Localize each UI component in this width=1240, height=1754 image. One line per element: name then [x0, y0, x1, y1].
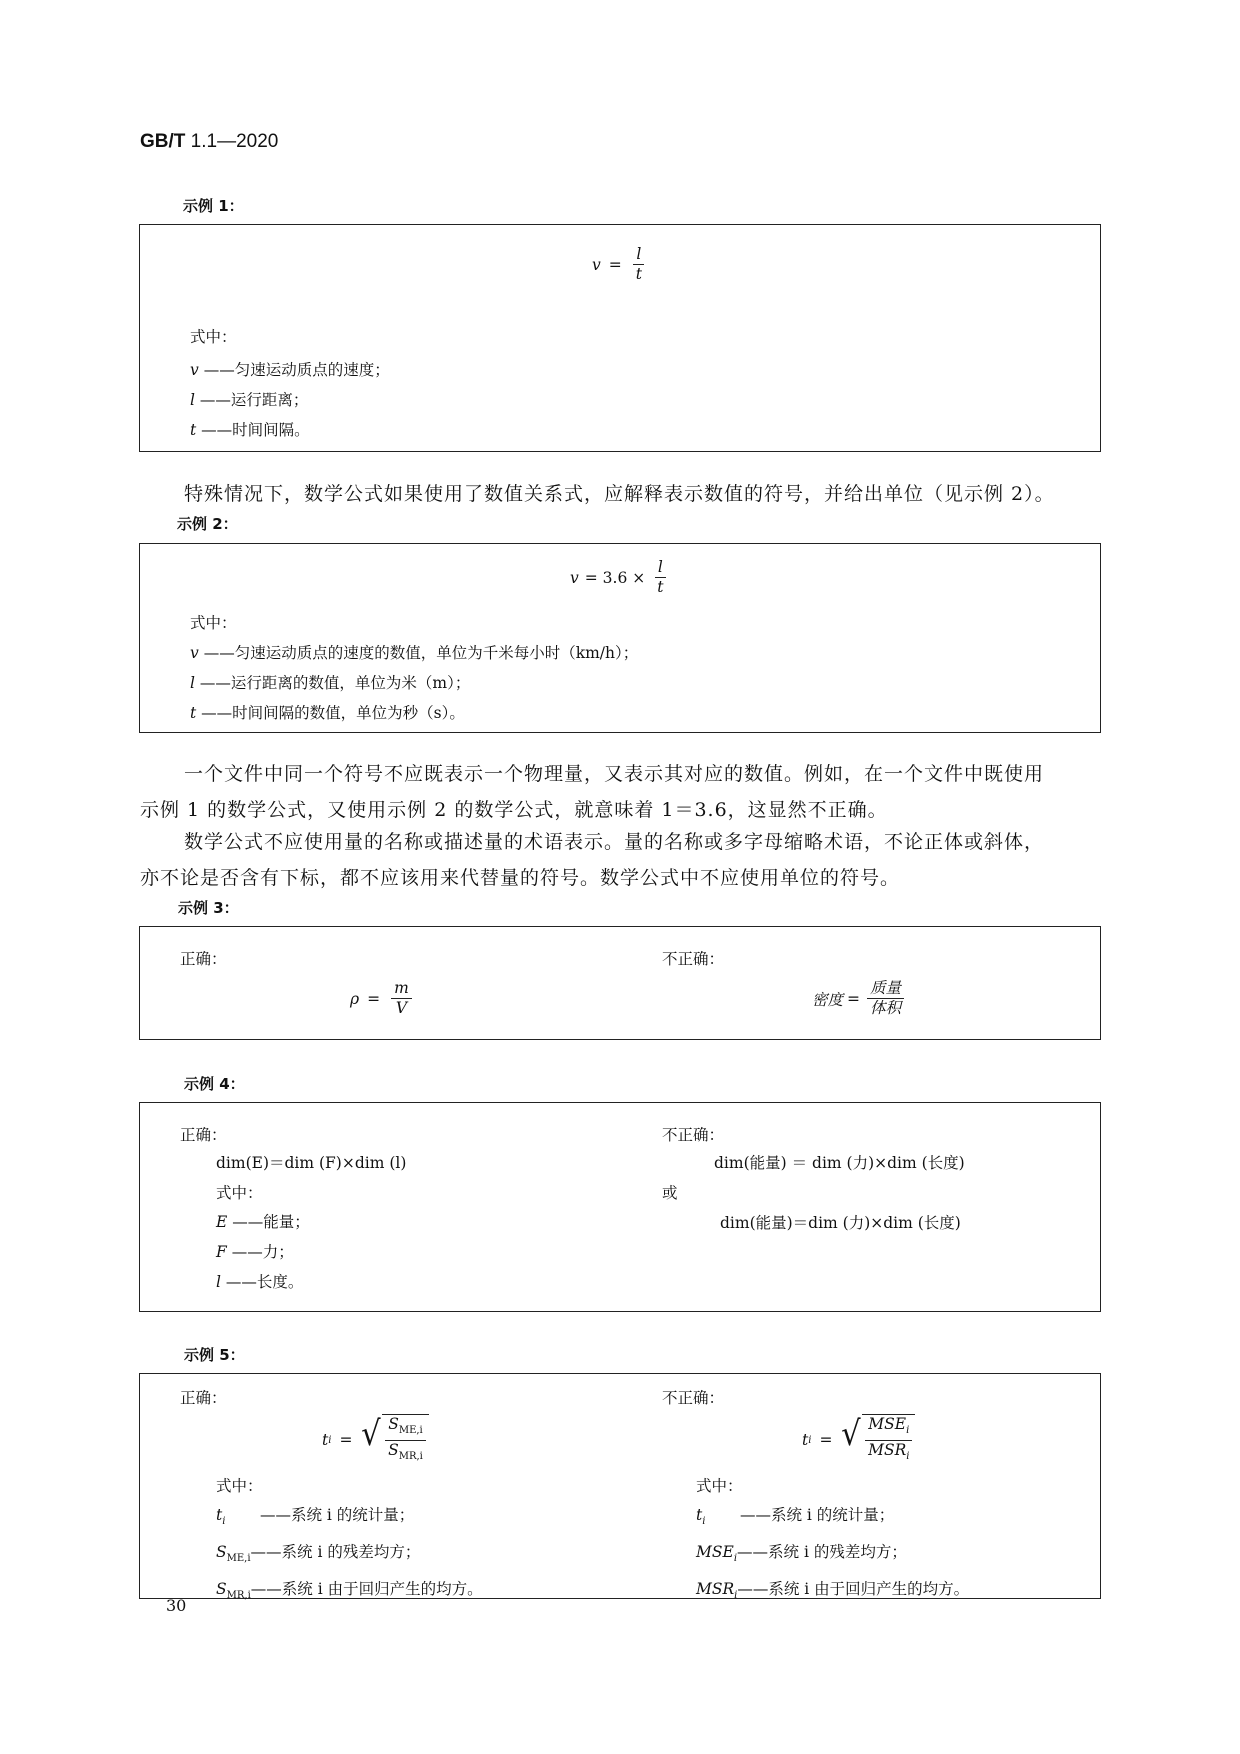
sqrt-symbol: √ $\frac{S_{ME,i}}{S_{MR,i}}$ [360, 1414, 428, 1466]
example-3-label: 示例 3： [178, 899, 239, 917]
fraction-numerator: l [633, 245, 644, 265]
sqrt-symbol: √ $\frac{MSE_i}{MSR_i}$ [840, 1414, 915, 1466]
example-4-box [139, 1102, 1101, 1312]
example-4-where: 式中： [216, 1184, 263, 1202]
document-header [140, 131, 278, 153]
correct-label: 正确： [180, 1126, 227, 1144]
example-5-incorrect-formula: t i = √ $\frac{MSE_i}{MSR_i}$ [802, 1414, 915, 1466]
formula-eq: = 3.6 × [584, 568, 646, 587]
example-2-label: 示例 2： [177, 515, 238, 533]
example-5-where-left: 式中： [216, 1477, 263, 1495]
standard-prefix: GB/T [140, 131, 186, 152]
paragraph-2-line-2: 示例 1 的数学公式，又使用示例 2 的数学公式，就意味着 1＝3.6，这显然不正确。 [140, 799, 888, 821]
incorrect-label: 不正确： [662, 1389, 725, 1407]
legend-item: $MSE_i——$系统 i 的残差均方； [696, 1543, 907, 1565]
paragraph-3 [140, 824, 1102, 896]
example-2-legend [190, 638, 638, 728]
example-5-legend-left [216, 1500, 483, 1611]
paragraph-3-line-1: 数学公式不应使用量的名称或描述量的术语表示。量的名称或多字母缩略术语，不论正体或斜体， [184, 831, 1045, 853]
paragraph-2 [140, 756, 1102, 828]
example-4-label: 示例 4： [184, 1075, 245, 1093]
example-3-correct-formula: ρ = $\frac{m}{V}$ [350, 979, 415, 1018]
example-2-box [139, 543, 1101, 733]
paragraph-3-line-2: 亦不论是否含有下标，都不应该用来代替量的符号。数学公式中不应使用单位的符号。 [140, 867, 901, 889]
fraction-numerator: l [655, 558, 666, 578]
legend-item: $S_{MR,i}——$系统 i 由于回归产生的均方。 [216, 1580, 483, 1602]
formula-fraction [633, 245, 645, 284]
legend-item: v ——匀速运动质点的速度； [190, 361, 390, 379]
example-4-incorrect-formula-1: dim(能量) ＝ dim (力)×dim (长度) [714, 1154, 965, 1172]
paragraph-2-line-1: 一个文件中同一个符号不应既表示一个物理量，又表示其对应的数值。例如，在一个文件中既使用 [184, 763, 1045, 785]
example-3-incorrect-formula: 密度 = $\frac{\text{质量}}{\text{体积}}$ [812, 979, 907, 1018]
example-2-where: 式中： [190, 614, 237, 632]
formula-fraction [654, 558, 666, 597]
formula-eq: = [608, 255, 622, 274]
example-4-legend [216, 1207, 310, 1297]
page-number: 30 [166, 1596, 187, 1615]
incorrect-label: 不正确： [662, 950, 725, 968]
legend-item: $MSR_i——$系统 i 由于回归产生的均方。 [696, 1580, 970, 1602]
example-5-box [139, 1373, 1101, 1602]
legend-item: E ——能量； [216, 1213, 310, 1231]
example-1-formula [592, 245, 648, 284]
example-5-correct-formula: t i = √ $\frac{S_{ME,i}}{S_{MR,i}}$ [322, 1414, 429, 1466]
legend-item: $t_i$ ——系统 i 的统计量； [696, 1506, 895, 1528]
correct-label: 正确： [180, 1389, 227, 1407]
formula-lhs: v [592, 255, 601, 274]
example-1-box [139, 224, 1101, 452]
legend-item: F ——力； [216, 1243, 294, 1261]
legend-item: l ——长度。 [216, 1273, 304, 1291]
fraction-denominator: t [635, 265, 642, 283]
fraction-denominator: t [657, 578, 664, 596]
example-5-legend-right [696, 1500, 969, 1611]
example-1-where: 式中： [190, 328, 237, 346]
formula-lhs: v [570, 568, 579, 587]
example-1-label: 示例 1： [183, 197, 244, 215]
standard-number: 1.1—2020 [190, 131, 279, 152]
legend-item: l ——运行距离的数值，单位为米（m）； [190, 674, 471, 692]
legend-item: v ——匀速运动质点的速度的数值，单位为千米每小时（km/h）； [190, 644, 639, 662]
example-5-where-right: 式中： [696, 1477, 743, 1495]
or-label: 或 [662, 1184, 678, 1202]
example-1-legend [190, 355, 390, 445]
example-2-formula [570, 558, 669, 597]
example-3-box [139, 926, 1101, 1040]
incorrect-label: 不正确： [662, 1126, 725, 1144]
legend-item: l ——运行距离； [190, 391, 309, 409]
legend-item: $S_{ME,i}——$系统 i 的残差均方； [216, 1543, 421, 1565]
example-5-label: 示例 5： [184, 1346, 245, 1364]
paragraph-1: 特殊情况下，数学公式如果使用了数值关系式，应解释表示数值的符号，并给出单位（见示例 2）。 [184, 483, 1055, 505]
legend-item: $t_i$ ——系统 i 的统计量； [216, 1506, 415, 1528]
example-4-incorrect-formula-2: dim(能量)＝dim (力)×dim (长度) [720, 1214, 961, 1232]
correct-label: 正确： [180, 950, 227, 968]
example-4-correct-formula: dim(E)＝dim (F)×dim (l) [216, 1154, 407, 1172]
legend-item: t ——时间间隔的数值，单位为秒（s）。 [190, 704, 465, 722]
legend-item: t ——时间间隔。 [190, 421, 310, 439]
